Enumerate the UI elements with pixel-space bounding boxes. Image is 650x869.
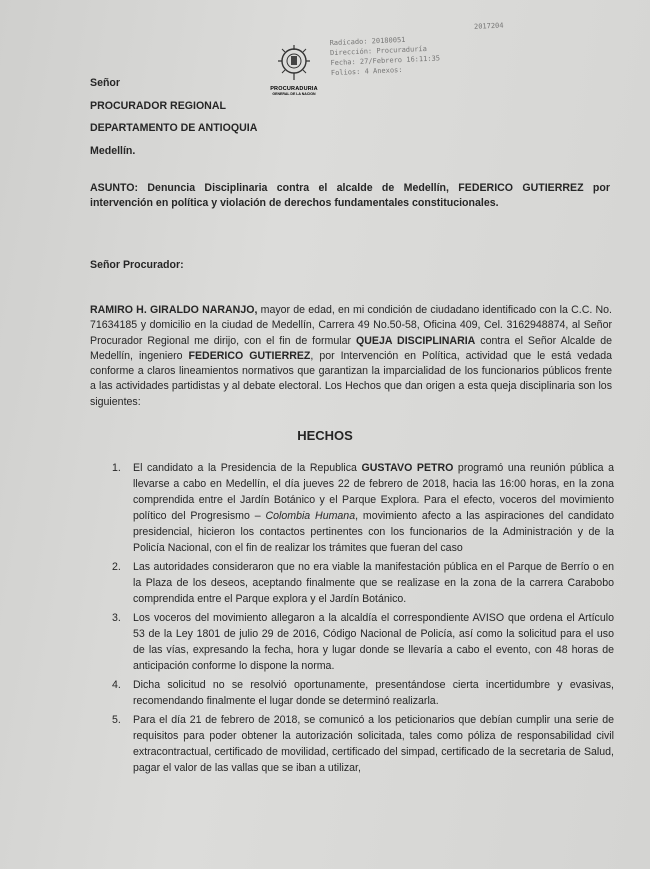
fact-1-text-c: , movimiento afecto a las aspiraciones del candidato presidencial, hicieron los contactos pertinentes con los funcionarios de la Administración y de la Policía Nacional, con el fin de realizar los trámites que fueran del caso <box>133 510 614 554</box>
recipient-block <box>90 76 257 166</box>
fact-number-3: 3. <box>112 612 121 624</box>
stamp-line-4: Folios: 4 Anexos: <box>330 66 403 78</box>
reception-stamp <box>329 22 521 78</box>
complaint-type: QUEJA DISCIPLINARIA <box>355 334 476 347</box>
seal-name: PROCURADURIA <box>270 86 318 92</box>
stamp-line-1: Radicado: 20180051 <box>329 35 406 48</box>
fact-item-3 <box>112 610 614 674</box>
fact-number-5: 5. <box>112 714 121 726</box>
fact-1-text-b: programó una reunión pública a llevarse a cabo en Medellín, el día jueves 22 de febrero de 2018, hacia las 16:00 horas, en la zona comprendida entre el Jardín Botánico y el Parque Explora. Para el efecto, voceros del movimiento político del Progresismo – <box>133 462 614 522</box>
recipient-department: DEPARTAMENTO DE ANTIOQUIA <box>90 122 258 134</box>
fact-item-4 <box>112 677 614 709</box>
section-heading-hechos: HECHOS <box>297 428 353 443</box>
fact-item-1 <box>112 460 614 556</box>
fact-1-text-a: El candidato a la Presidencia de la Republica <box>133 462 362 474</box>
fact-item-5 <box>112 712 614 776</box>
subject-line: ASUNTO: Denuncia Disciplinaria contra el alcalde de Medellín, FEDERICO GUTIERREZ por intervención en política y violación de derechos fundamentales constitucionales. <box>90 182 610 209</box>
fact-number-1: 1. <box>112 462 121 474</box>
mayor-name: FEDERICO GUTIERREZ <box>188 349 311 362</box>
procuraduria-seal <box>270 42 318 110</box>
seal-emblem-icon <box>277 42 311 86</box>
recipient-title: PROCURADOR REGIONAL <box>90 99 226 112</box>
stamp-code: 2017204 <box>473 21 504 31</box>
fact-4-text: Dicha solicitud no se resolvió oportunamente, presentándose cierta incertidumbre y evasivas, recomendando finalmente el lugar donde se determinó realizarla. <box>133 679 614 707</box>
fact-3-text: Los voceros del movimiento allegaron a la alcaldía el correspondiente AVISO que ordena el Artículo 53 de la Ley 1801 de julio 29 de 2016, Código Nacional de Policía, así como la solicitud para el uso de las vías, expresando la fecha, hora y lugar donde se llevaría a cabo el evento, con 48 horas de anticipación conforme lo dispone la norma. <box>133 612 614 672</box>
intro-text-1: mayor de edad, en mi condición de ciudadano identificado con la C.C. No. 71634185 y domicilio en la ciudad de Medellín, Carrera 49 No.50-58, Oficina 409, Cel. 3162948874, al Señor Procurador Regional me dirijo, con el fin de formular <box>90 304 613 347</box>
recipient-city: Medellín. <box>90 144 136 157</box>
salutation: Señor Procurador: <box>90 259 184 271</box>
stamp-line-2: Dirección: Procuraduría <box>329 44 428 58</box>
fact-number-2: 2. <box>112 561 121 573</box>
stamp-line-3: Fecha: 27/Febrero 16:11:35 <box>330 54 441 68</box>
candidate-name: GUSTAVO PETRO <box>361 462 454 474</box>
intro-text-2: contra el Señor Alcalde de Medellín, ingeniero <box>90 334 612 362</box>
intro-text-3: , por Intervención en Política, actividad que le está vedada conforme a claros lineamientos normativos que garantizan la imparcialidad de los funcionarios públicos frente a las actividades partidistas y al debate electoral. Los Hechos que dan origen a esta queja disciplinaria son los siguientes: <box>90 349 613 408</box>
fact-5-text: Para el día 21 de febrero de 2018, se comunicó a los peticionarios que debían cumplir una serie de requisitos para poder obtener la autorización solicitada, tales como póliza de responsabilidad civil extracontractual, certificado de movilidad, certificado del simpad, certificado de la secretaria de Salud, pagar el valor de las vallas que se iban a utilizar, <box>133 714 614 774</box>
movement-name: Colombia Humana <box>265 510 356 522</box>
facts-list <box>112 460 614 779</box>
recipient-salutation: Señor <box>90 77 121 89</box>
fact-number-4: 4. <box>112 679 121 691</box>
seal-subtitle: GENERAL DE LA NACION <box>272 92 316 96</box>
fact-item-2 <box>112 559 614 607</box>
complainant-name: RAMIRO H. GIRALDO NARANJO, <box>90 304 258 316</box>
intro-paragraph <box>90 303 612 410</box>
fact-2-text: Las autoridades consideraron que no era viable la manifestación pública en el Parque de Berrío o en la Plaza de los deseos, aceptando finalmente que se realizase en la zona de la carrera Carabobo comprendida entre el Parque explora y el Jardín Botánico. <box>133 561 614 605</box>
